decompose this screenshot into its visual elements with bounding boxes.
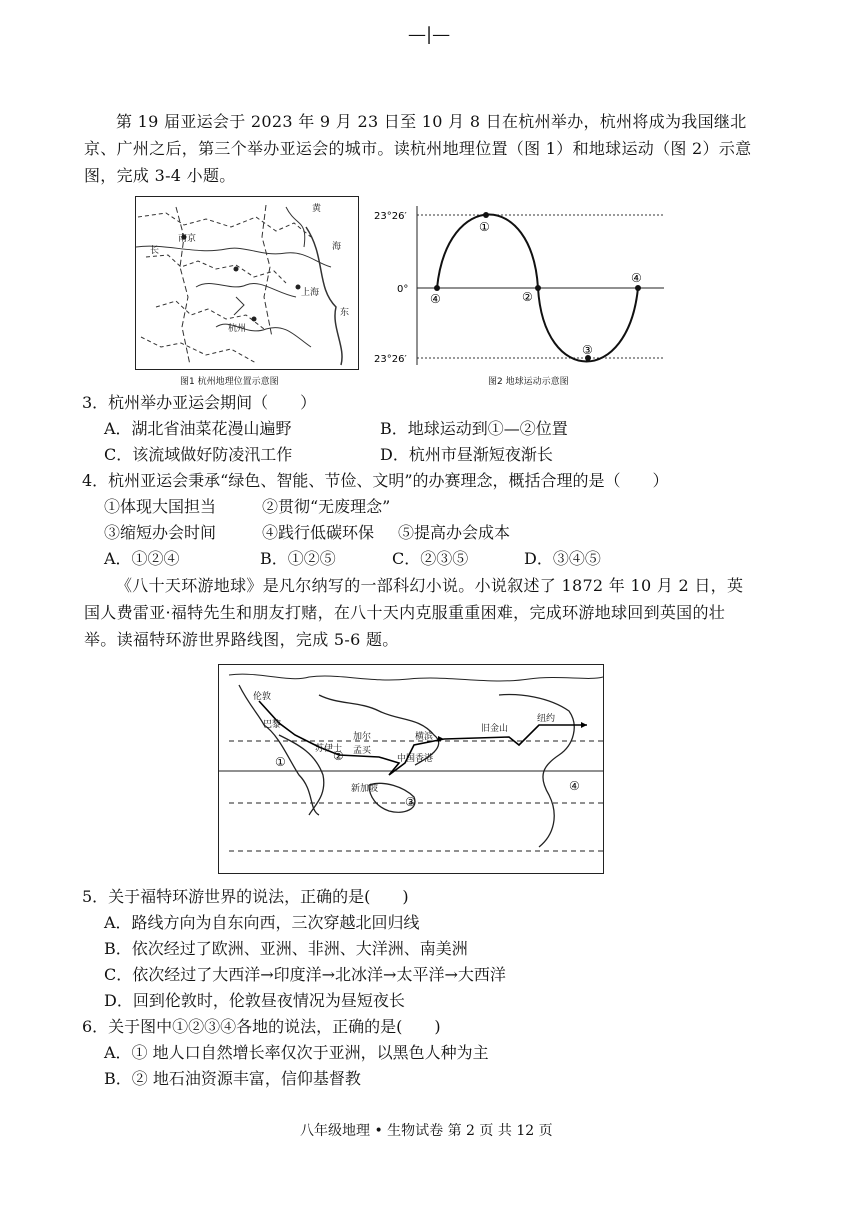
q5-option-b: B．依次经过了欧洲、亚洲、非洲、大洋洲、南美洲 <box>104 939 468 958</box>
point-3: ③ <box>582 343 593 357</box>
q6-option-b: B．② 地石油资源丰富，信仰基督教 <box>104 1069 361 1088</box>
point-2: ② <box>522 290 533 304</box>
world-route-map <box>218 664 604 874</box>
label-hangzhou: 杭州 <box>228 324 247 334</box>
point-1: ① <box>479 220 490 234</box>
label-hai: 海 <box>332 242 342 252</box>
zero-label: 0° <box>397 284 409 295</box>
point-4-right: ④ <box>631 271 642 285</box>
label-paris: 巴黎 <box>263 720 282 730</box>
q4-option-a: A．①②④ <box>104 549 180 568</box>
q4-choice-5: ⑤提高办会成本 <box>398 523 511 542</box>
q4-stem: 4．杭州亚运会秉承“绿色、智能、节俭、文明”的办赛理念，概括合理的是（ ） <box>82 471 669 490</box>
label-yokohama: 横滨 <box>415 732 434 742</box>
q3-option-a: A．湖北省油菜花漫山遍野 <box>104 419 292 438</box>
intro-paragraph-1: 第 19 届亚运会于 2023 年 9 月 23 日至 10 月 8 日在杭州举办，杭州将成为我国继北京、广州之后，第三个举办亚运会的城市。读杭州地理位置（图 1）和地球运动（图 2）示意图，完成 3-4 小题。 <box>84 112 752 185</box>
label-sanfrancisco: 旧金山 <box>481 724 509 734</box>
label-newyork: 纽约 <box>537 714 556 724</box>
label-nanjing: 南京 <box>178 234 197 244</box>
label-calcutta: 加尔 <box>353 732 372 742</box>
q5-option-d: D．回到伦敦时，伦敦昼夜情况为昼短夜长 <box>104 991 405 1010</box>
lat-bottom-label: 23°26′ <box>374 354 407 365</box>
q3-stem: 3．杭州举办亚运会期间（ ） <box>82 393 317 412</box>
q4-choice-3: ③缩短办会时间 <box>104 523 217 542</box>
q3-option-b: B．地球运动到①—②位置 <box>380 419 568 438</box>
q4-option-c: C．②③⑤ <box>392 549 469 568</box>
q6-stem: 6．关于图中①②③④各地的说法，正确的是( ) <box>82 1017 441 1036</box>
q3-option-d: D．杭州市昼渐短夜渐长 <box>380 445 553 464</box>
q4-choice-1: ①体现大国担当 <box>104 497 217 516</box>
q4-choice-4: ④践行低碳环保 <box>262 523 375 542</box>
label-dong: 东 <box>340 308 350 318</box>
label-chang: 长 <box>150 246 160 256</box>
label-hongkong: 中国香港 <box>397 754 434 764</box>
page-mark: —|— <box>408 24 451 45</box>
label-point-4: ④ <box>569 779 580 793</box>
figure-2-caption: 图2 地球运动示意图 <box>488 377 569 387</box>
intro-paragraph-2: 《八十天环游地球》是凡尔纳写的一部科幻小说。小说叙述了 1872 年 10 月 2 日，英国人费雷亚·福特先生和朋友打赌，在八十天内克服重重困难，完成环游地球回到英国的壮举。读福特环游世界路线图，完成 5-6 题。 <box>84 576 744 649</box>
label-point-3: ③ <box>405 795 416 809</box>
label-london: 伦敦 <box>253 692 272 702</box>
q5-option-c: C．依次经过了大西洋→印度洋→北冰洋→太平洋→大西洋 <box>104 965 506 984</box>
q4-option-d: D．③④⑤ <box>524 549 601 568</box>
point-4-left: ④ <box>430 292 441 306</box>
label-suez: 苏伊士 <box>315 744 343 754</box>
label-bombay: 孟买 <box>353 746 372 756</box>
label-point-2: ② <box>333 749 344 763</box>
lat-top-label: 23°26′ <box>374 211 407 222</box>
q6-option-a: A．① 地人口自然增长率仅次于亚洲，以黑色人种为主 <box>104 1043 489 1062</box>
world-map-drawing <box>219 665 603 873</box>
q4-choice-2: ②贯彻“无废理念” <box>262 497 391 516</box>
figure-1-map <box>135 196 359 370</box>
q3-option-c: C．该流域做好防凌汛工作 <box>104 445 293 464</box>
figure-2-diagram <box>372 200 672 370</box>
label-singapore: 新加坡 <box>351 784 379 794</box>
label-shanghai: 上海 <box>301 288 320 298</box>
page-footer: 八年级地理 • 生物试卷 第 2 页 共 12 页 <box>300 1123 553 1139</box>
figure-1-drawing <box>136 197 358 369</box>
label-huang: 黄 <box>312 204 322 214</box>
q5-option-a: A．路线方向为自东向西，三次穿越北回归线 <box>104 913 420 932</box>
q5-stem: 5．关于福特环游世界的说法，正确的是( ) <box>82 887 409 906</box>
label-point-1: ① <box>275 755 286 769</box>
q4-option-b: B．①②⑤ <box>260 549 336 568</box>
figure-1-caption: 图1 杭州地理位置示意图 <box>180 377 279 387</box>
